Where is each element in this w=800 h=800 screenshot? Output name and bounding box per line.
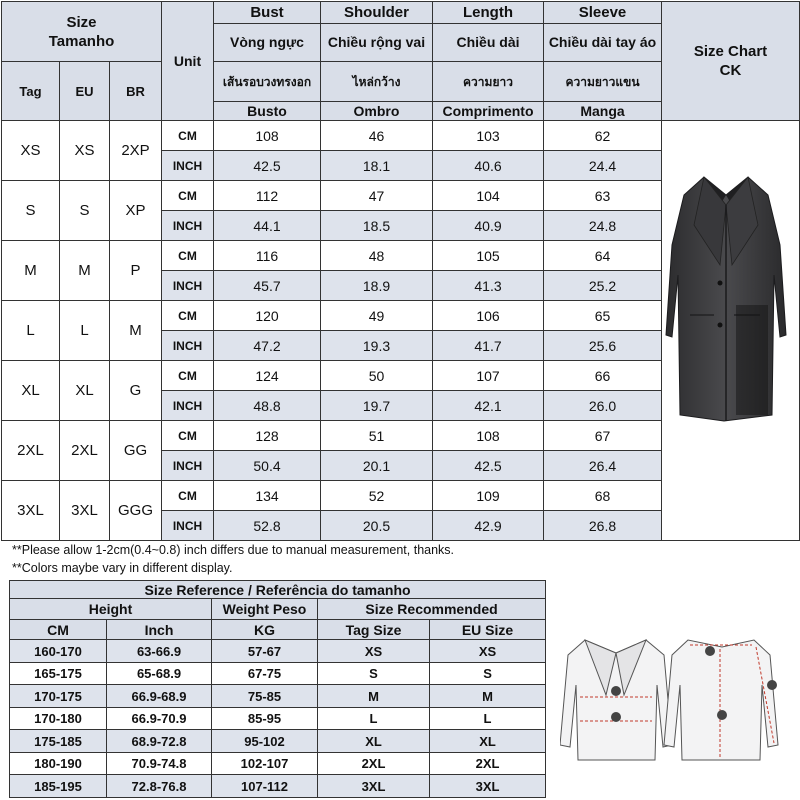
reference-kg-cell: 67-75: [212, 662, 318, 685]
reference-eu-cell: S: [430, 662, 546, 685]
measure-cell: 48: [321, 241, 433, 271]
unit-cell: INCH: [162, 271, 214, 301]
measure-cell: 105: [433, 241, 544, 271]
measure-cell: 19.3: [321, 331, 433, 361]
size-eu: M: [60, 241, 110, 301]
size-eu: L: [60, 301, 110, 361]
reference-inch-cell: 66.9-68.9: [107, 685, 212, 708]
measure-cell: 106: [433, 301, 544, 331]
unit-label: Unit: [173, 53, 202, 69]
inch-header: Inch: [107, 619, 212, 639]
color-note: **Colors maybe vary in different display.: [12, 561, 233, 575]
eu-header: EU: [60, 62, 110, 121]
bust-header-pt: Busto: [214, 102, 321, 121]
measure-cell: 116: [214, 241, 321, 271]
unit-cell: CM: [162, 301, 214, 331]
reference-row: [10, 640, 546, 663]
bust-header-en: Bust: [214, 2, 321, 24]
reference-kg-cell: 107-112: [212, 775, 318, 798]
measure-cell: 42.5: [214, 151, 321, 181]
measure-cell: 26.0: [544, 391, 662, 421]
reference-cm-cell: 175-185: [10, 730, 107, 753]
size-eu: S: [60, 181, 110, 241]
sleeve-header-en: Sleeve: [544, 2, 662, 24]
measure-cell: 68: [544, 481, 662, 511]
size-header-cell: [2, 2, 162, 62]
bust-header-vi: Vòng ngực: [214, 24, 321, 62]
measure-cell: 46: [321, 121, 433, 151]
overcoat-image: [664, 165, 788, 425]
size-tag: XL: [2, 361, 60, 421]
measure-cell: 120: [214, 301, 321, 331]
reference-kg-cell: 85-95: [212, 707, 318, 730]
measure-cell: 40.9: [433, 211, 544, 241]
measure-cell: 20.1: [321, 451, 433, 481]
size-tag: S: [2, 181, 60, 241]
measurement-note: **Please allow 1-2cm(0.4~0.8) inch differs due to manual measurement, thanks.: [12, 543, 455, 557]
measure-cell: 50.4: [214, 451, 321, 481]
bust-header-th: เส้นรอบวงทรงอก: [214, 62, 321, 102]
shoulder-header-th: ไหล่กว้าง: [321, 62, 433, 102]
measure-cell: 25.2: [544, 271, 662, 301]
reference-inch-cell: 68.9-72.8: [107, 730, 212, 753]
size-br: XP: [110, 181, 162, 241]
cm-header: CM: [10, 619, 107, 639]
measure-cell: 40.6: [433, 151, 544, 181]
reference-tag-cell: 2XL: [318, 752, 430, 775]
reference-eu-cell: XS: [430, 640, 546, 663]
unit-cell: INCH: [162, 331, 214, 361]
reference-kg-cell: 75-85: [212, 685, 318, 708]
measure-cell: 44.1: [214, 211, 321, 241]
measure-cell: 26.8: [544, 511, 662, 541]
unit-cell: INCH: [162, 451, 214, 481]
measurement-diagram: [560, 625, 790, 765]
reference-cm-cell: 170-175: [10, 685, 107, 708]
sleeve-header-vi: Chiều dài tay áo: [544, 24, 662, 62]
measure-cell: 18.9: [321, 271, 433, 301]
reference-title: Size Reference / Referência do tamanho: [10, 581, 546, 599]
reference-row: [10, 752, 546, 775]
size-tag: 3XL: [2, 481, 60, 541]
reference-cm-cell: 180-190: [10, 752, 107, 775]
unit-cell: CM: [162, 421, 214, 451]
unit-cell: INCH: [162, 151, 214, 181]
measure-cell: 51: [321, 421, 433, 451]
measure-cell: 48.8: [214, 391, 321, 421]
sleeve-header-th: ความยาวแขน: [544, 62, 662, 102]
reference-eu-cell: XL: [430, 730, 546, 753]
measure-cell: 64: [544, 241, 662, 271]
size-row-cm: [2, 121, 800, 151]
size-br: P: [110, 241, 162, 301]
measure-cell: 18.5: [321, 211, 433, 241]
measure-cell: 112: [214, 181, 321, 211]
measure-cell: 62: [544, 121, 662, 151]
measure-cell: 108: [214, 121, 321, 151]
reference-eu-cell: 3XL: [430, 775, 546, 798]
size-br: M: [110, 301, 162, 361]
length-header-pt: Comprimento: [433, 102, 544, 121]
reference-tag-cell: M: [318, 685, 430, 708]
unit-cell: CM: [162, 481, 214, 511]
measure-cell: 47: [321, 181, 433, 211]
reference-tag-cell: L: [318, 707, 430, 730]
measure-cell: 18.1: [321, 151, 433, 181]
size-chart-label-cell: [662, 2, 800, 121]
measure-cell: 107: [433, 361, 544, 391]
size-eu: 2XL: [60, 421, 110, 481]
measure-cell: 45.7: [214, 271, 321, 301]
measure-cell: 134: [214, 481, 321, 511]
measure-cell: 20.5: [321, 511, 433, 541]
measure-cell: 124: [214, 361, 321, 391]
measure-cell: 47.2: [214, 331, 321, 361]
shoulder-header-vi: Chiều rộng vai: [321, 24, 433, 62]
size-tag: XS: [2, 121, 60, 181]
reference-kg-cell: 57-67: [212, 640, 318, 663]
size-br: GG: [110, 421, 162, 481]
reference-tag-cell: XL: [318, 730, 430, 753]
size-label-pt: Tamanho: [48, 32, 115, 50]
reference-eu-cell: M: [430, 685, 546, 708]
tag-size-header: Tag Size: [318, 619, 430, 639]
sleeve-header-pt: Manga: [544, 102, 662, 121]
reference-row: [10, 775, 546, 798]
reference-inch-cell: 63-66.9: [107, 640, 212, 663]
tag-header: Tag: [2, 62, 60, 121]
measure-cell: 66: [544, 361, 662, 391]
size-tag: 2XL: [2, 421, 60, 481]
size-br: 2XP: [110, 121, 162, 181]
reference-tag-cell: XS: [318, 640, 430, 663]
measure-cell: 52.8: [214, 511, 321, 541]
measure-cell: 128: [214, 421, 321, 451]
size-br: G: [110, 361, 162, 421]
unit-header-cell: [162, 2, 214, 121]
shoulder-header-en: Shoulder: [321, 2, 433, 24]
unit-cell: INCH: [162, 511, 214, 541]
size-eu: 3XL: [60, 481, 110, 541]
reference-kg-cell: 102-107: [212, 752, 318, 775]
size-tag: M: [2, 241, 60, 301]
reference-eu-cell: 2XL: [430, 752, 546, 775]
measure-cell: 25.6: [544, 331, 662, 361]
size-eu: XL: [60, 361, 110, 421]
measure-cell: 67: [544, 421, 662, 451]
chart-label: Size Chart: [693, 43, 768, 60]
measure-cell: 24.4: [544, 151, 662, 181]
recommended-header: Size Recommended: [318, 599, 546, 619]
reference-tag-cell: S: [318, 662, 430, 685]
reference-cm-cell: 170-180: [10, 707, 107, 730]
measure-cell: 49: [321, 301, 433, 331]
measure-cell: 103: [433, 121, 544, 151]
size-reference-table: [9, 580, 546, 798]
length-header-en: Length: [433, 2, 544, 24]
length-header-th: ความยาว: [433, 62, 544, 102]
size-eu: XS: [60, 121, 110, 181]
size-tag: L: [2, 301, 60, 361]
measure-cell: 42.1: [433, 391, 544, 421]
unit-cell: CM: [162, 241, 214, 271]
reference-cm-cell: 160-170: [10, 640, 107, 663]
measure-cell: 65: [544, 301, 662, 331]
reference-row: [10, 662, 546, 685]
reference-cm-cell: 185-195: [10, 775, 107, 798]
unit-cell: CM: [162, 181, 214, 211]
reference-inch-cell: 65-68.9: [107, 662, 212, 685]
measure-cell: 42.9: [433, 511, 544, 541]
measure-cell: 19.7: [321, 391, 433, 421]
reference-kg-cell: 95-102: [212, 730, 318, 753]
measure-cell: 41.7: [433, 331, 544, 361]
eu-size-header: EU Size: [430, 619, 546, 639]
reference-row: [10, 730, 546, 753]
reference-inch-cell: 72.8-76.8: [107, 775, 212, 798]
size-label: Size: [66, 13, 97, 31]
br-header: BR: [110, 62, 162, 121]
measure-cell: 24.8: [544, 211, 662, 241]
weight-header: Weight Peso: [212, 599, 318, 619]
length-header-vi: Chiều dài: [433, 24, 544, 62]
reference-row: [10, 685, 546, 708]
reference-tag-cell: 3XL: [318, 775, 430, 798]
unit-cell: CM: [162, 361, 214, 391]
shoulder-header-pt: Ombro: [321, 102, 433, 121]
unit-cell: CM: [162, 121, 214, 151]
height-header: Height: [10, 599, 212, 619]
measure-cell: 104: [433, 181, 544, 211]
size-br: GGG: [110, 481, 162, 541]
measure-cell: 26.4: [544, 451, 662, 481]
measure-cell: 108: [433, 421, 544, 451]
reference-inch-cell: 70.9-74.8: [107, 752, 212, 775]
reference-eu-cell: L: [430, 707, 546, 730]
measure-cell: 42.5: [433, 451, 544, 481]
measure-cell: 41.3: [433, 271, 544, 301]
unit-cell: INCH: [162, 211, 214, 241]
measure-cell: 50: [321, 361, 433, 391]
measure-cell: 109: [433, 481, 544, 511]
measure-cell: 63: [544, 181, 662, 211]
reference-cm-cell: 165-175: [10, 662, 107, 685]
chart-label-2: CK: [719, 62, 742, 79]
reference-inch-cell: 66.9-70.9: [107, 707, 212, 730]
unit-cell: INCH: [162, 391, 214, 421]
measure-cell: 52: [321, 481, 433, 511]
kg-header: KG: [212, 619, 318, 639]
reference-row: [10, 707, 546, 730]
